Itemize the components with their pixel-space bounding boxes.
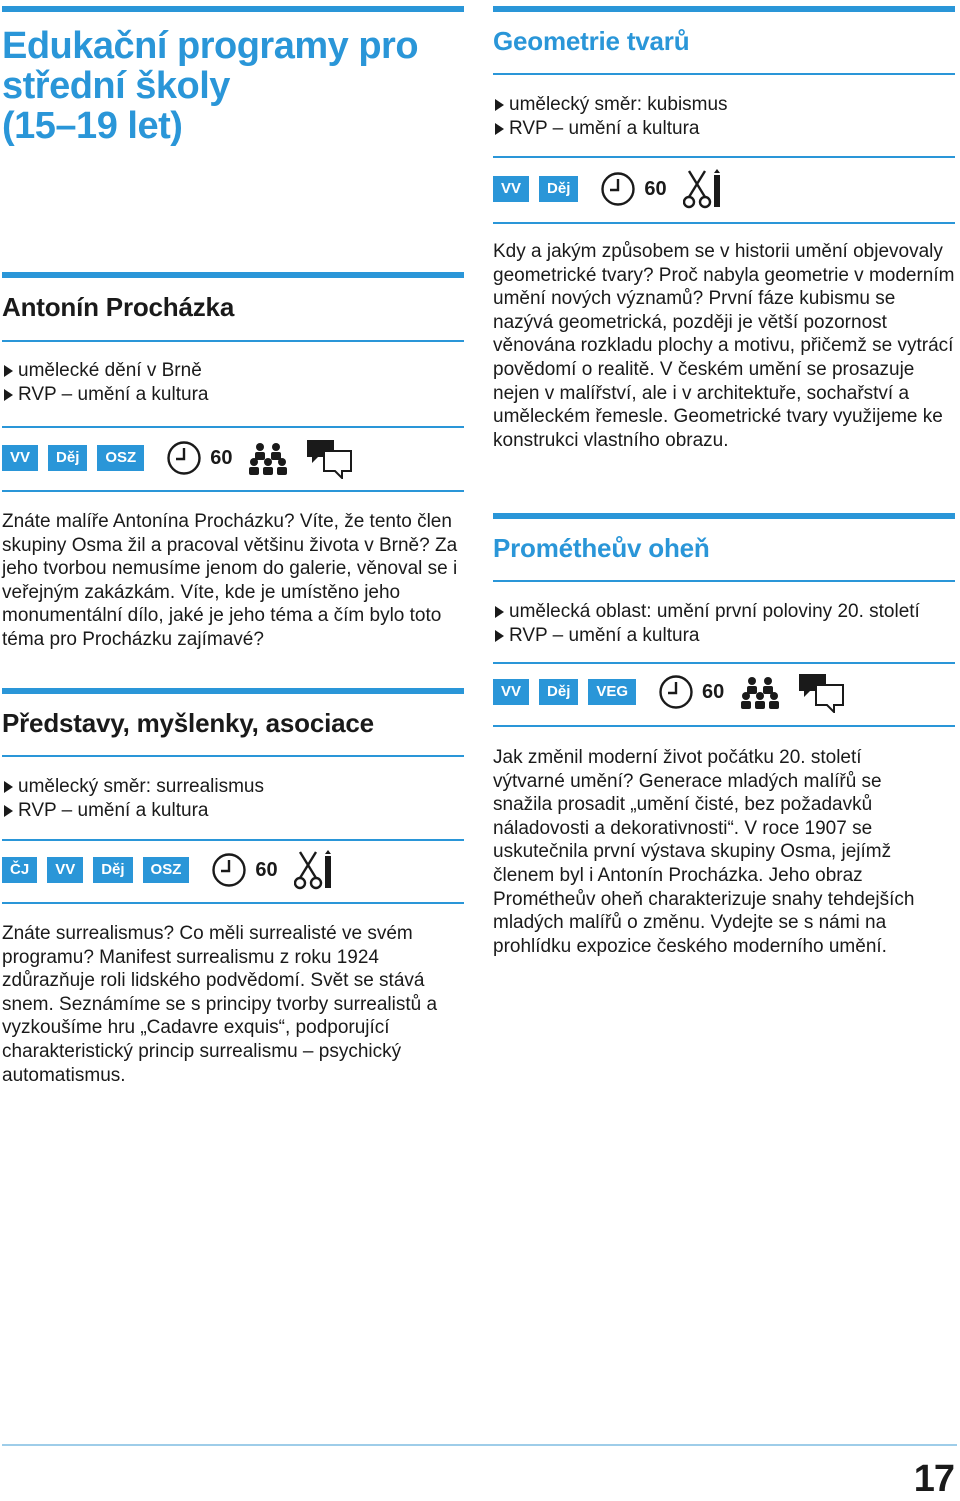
scissors-pencil-icon <box>683 169 723 209</box>
bullet-item: umělecký směr: kubismus <box>493 93 728 117</box>
bullet-item: RVP – umění a kultura <box>2 799 264 823</box>
page-title-line-3: (15–19 let) <box>2 105 183 147</box>
divider <box>2 340 464 342</box>
page-title-line-1: Edukační programy pro <box>2 25 419 67</box>
program-bullets <box>493 93 728 141</box>
section-rule <box>493 513 955 519</box>
divider <box>2 839 464 841</box>
divider <box>493 73 955 75</box>
divider <box>493 580 955 582</box>
clock-icon <box>211 852 247 888</box>
page-title-line-2: střední školy <box>2 65 230 107</box>
program-bullets <box>2 359 208 407</box>
program-description: Znáte malíře Antonína Procházku? Víte, že tento člen skupiny Osma žil a pracoval většinu života v Brně? Za jeho tvorbou nemusíme jenom do galerie, věnoval se i veřejným zakázkám. Víte, kde je umístěno jeho monumentální dílo, jaké je jeho téma a čím bylo toto téma pro Procházku zajímavé? <box>2 511 458 650</box>
discussion-icon <box>796 671 846 713</box>
duration-minutes: 60 <box>210 446 233 469</box>
section-rule <box>493 6 955 12</box>
subject-tag: Děj <box>539 679 578 705</box>
divider <box>493 725 955 727</box>
program-bullets <box>493 600 920 648</box>
divider <box>2 755 464 757</box>
bullet-item: umělecký směr: surrealismus <box>2 775 264 799</box>
subject-tag: VV <box>47 857 83 883</box>
program-description: Znáte surrealismus? Co měli surrealisté ve svém programu? Manifest surrealismu z roku 1924 zdůrazňuje roli lidského podvědomí. Svět se stává snem. Seznámíme se s principy tvorby surrealistů a vyzkoušíme hru „Cadavre exquis“, podporující charakteristický princip surrealismu – psychický automatismus. <box>2 923 438 1086</box>
program-title: Představy, myšlenky, asociace <box>2 708 374 738</box>
divider <box>493 222 955 224</box>
bullet-item: RVP – umění a kultura <box>2 383 208 407</box>
subject-tag: OSZ <box>97 445 144 471</box>
divider <box>2 490 464 492</box>
divider <box>493 662 955 664</box>
program-meta <box>493 171 737 207</box>
footer-rule <box>2 1444 957 1446</box>
divider <box>2 902 464 904</box>
bullet-item: umělecké dění v Brně <box>2 359 208 383</box>
bullet-item: RVP – umění a kultura <box>493 624 920 648</box>
subject-tag: VEG <box>588 679 636 705</box>
duration-minutes: 60 <box>702 680 725 703</box>
program-title: Prométheův oheň <box>493 533 710 563</box>
page-title <box>2 26 462 146</box>
clock-icon <box>166 440 202 476</box>
discussion-icon <box>304 437 354 479</box>
clock-icon <box>658 674 694 710</box>
page-number: 17 <box>913 1458 954 1500</box>
group-icon <box>248 441 290 475</box>
program-title: Antonín Procházka <box>2 292 235 322</box>
subject-tag: Děj <box>48 445 87 471</box>
program-description: Kdy a jakým způsobem se v historii umění objevovaly geometrické tvary? Proč nabyla geometrie v moderním umění nových významů? První fáze kubismu se nazývá geometrická, později je větší pozornost věnována rozkladu plochy a motivu, přičemž se vytrácí povědomí o realitě. V českém umění se prosazuje nejen v malířství, ale i v architektuře, sochařství a uměleckém řemesle. Geometrické tvary využijeme ke konstrukci vlastního obrazu. <box>493 241 955 451</box>
program-description: Jak změnil moderní život počátku 20. století výtvarné umění? Generace mladých malířů se snažila prosadit „umění čisté, bez požadavků náladovosti a dekorativnosti“. V roce 1907 se uskutečnila první výstava skupiny Osma, jejímž členem byl i Antonín Procházka. Jeho obraz Prométheův oheň charakterizuje snahy tehdejších mladých malířů o změnu. Vydejte se s námi na prohlídku expozice českého moderního umění. <box>493 747 915 957</box>
subject-tag: VV <box>493 679 529 705</box>
program-meta <box>2 852 348 888</box>
subject-tag: VV <box>2 445 38 471</box>
duration-minutes: 60 <box>644 177 667 200</box>
subject-tag: Děj <box>93 857 132 883</box>
section-rule <box>2 688 464 694</box>
duration-minutes: 60 <box>255 858 278 881</box>
scissors-pencil-icon <box>294 850 334 890</box>
bullet-item: RVP – umění a kultura <box>493 117 728 141</box>
program-meta <box>2 440 368 476</box>
subject-tag: ČJ <box>2 857 37 883</box>
clock-icon <box>600 171 636 207</box>
divider <box>493 156 955 158</box>
top-rule-left <box>2 6 464 12</box>
subject-tag: OSZ <box>143 857 190 883</box>
subject-tag: Děj <box>539 176 578 202</box>
section-rule <box>2 272 464 278</box>
program-bullets <box>2 775 264 823</box>
divider <box>2 426 464 428</box>
bullet-item: umělecká oblast: umění první poloviny 20. století <box>493 600 920 624</box>
program-title: Geometrie tvarů <box>493 26 690 56</box>
program-meta <box>493 674 860 710</box>
group-icon <box>740 675 782 709</box>
subject-tag: VV <box>493 176 529 202</box>
